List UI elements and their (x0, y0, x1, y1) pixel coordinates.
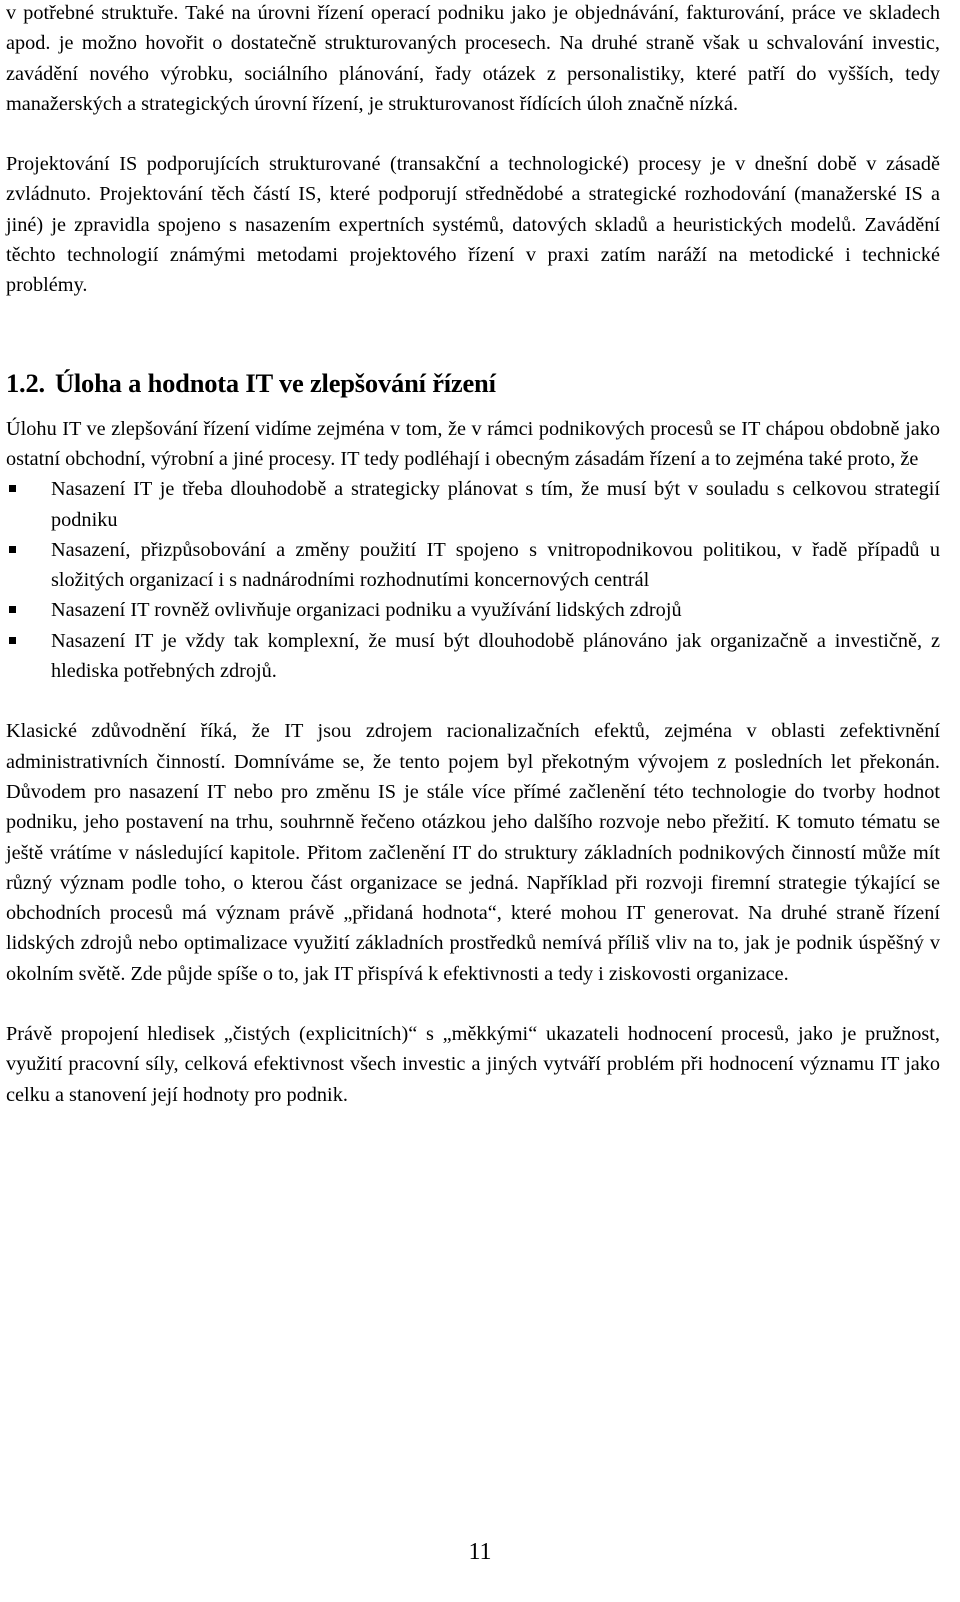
klasicke-paragraph: Klasické zdůvodnění říká, že IT jsou zdrojem racionalizačních efektů, zejména v oblasti zefektivnění administrativních činností. Domníváme se, že tento pojem byl překotným vývojem z posledních let překonán. Důvodem pro nasazení IT nebo pro změnu IS je stále více přímé začlenění této technologie do tvorby hodnot podniku, jeho postavení na trhu, souhrnně řečeno otázkou jeho dalšího rozvoje nebo přežití. K tomuto tématu se ještě vrátíme v následující kapitole. Přitom začlenění IT do struktury základních podnikových činností může mít různý význam podle toho, o kterou část organizace se jedná. Například při rozvoji firemní strategie týkající se obchodních procesů má význam právě „přidaná hodnota“, které mohou IT generovat. Na druhé straně řízení lidských zdrojů nebo optimalizace využití základních prostředků nemívá příliš vliv na to, jak je podnik úspěšný v okolním světě. Zde půjde spíše o to, jak IT přispívá k efektivnosti a tedy i ziskovosti organizace. (6, 720, 940, 985)
uloha-paragraph: Úlohu IT ve zlepšování řízení vidíme zejména v tom, že v rámci podnikových procesů se IT chápou obdobně jako ostatní obchodní, výrobní a jiné procesy. IT tedy podléhají i obecným zásadám řízení a to zejména také proto, že (6, 417, 940, 470)
section-title: Úloha a hodnota IT ve zlepšování řízení (54, 367, 496, 398)
bullet-text: Nasazení IT rovněž ovlivňuje organizaci podniku a využívání lidských zdrojů (51, 599, 682, 622)
bullet-item (6, 474, 940, 535)
square-bullet-icon (9, 546, 16, 553)
bullet-text: Nasazení IT je vždy tak komplexní, že musí být dlouhodobě plánováno jak organizačně a investičně, z hlediska potřebných zdrojů. (51, 629, 940, 683)
section-number: 1.2. (6, 367, 45, 398)
page-number: 11 (468, 1539, 492, 1565)
square-bullet-icon (9, 485, 16, 492)
bullet-item (6, 535, 940, 596)
intro-paragraph: v potřebné struktuře. Také na úrovni řízení operací podniku jako je objednávání, fakturování, práce ve skladech apod. je možno hovořit o dostatečně strukturovaných procesech. Na druhé straně však u schvalování investic, zavádění nového výrobku, sociálního plánování, řady otázek z personalistiky, které patří do vyšších, tedy manažerských a strategických úrovní řízení, je strukturovanost řídících úloh značně nízká. (6, 2, 940, 115)
square-bullet-icon (9, 637, 16, 644)
document-page (6, 0, 940, 1110)
bullet-item (6, 626, 940, 687)
prave-paragraph: Právě propojení hledisek „čistých (explicitních)“ s „měkkými“ ukazateli hodnocení procesů, jako je pružnost, využití pracovní síly, celková efektivnost všech investic a jiných vytváří problém při hodnocení významu IT jako celku a stanovení její hodnoty pro podnik. (6, 1023, 940, 1106)
bullet-text: Nasazení, přizpůsobování a změny použití IT spojeno s vnitropodnikovou politikou, v řadě případů u složitých organizací i s nadnárodními rozhodnutími koncernových centrál (51, 538, 940, 592)
bullet-item (6, 595, 940, 625)
square-bullet-icon (9, 606, 16, 613)
bullet-list (6, 474, 940, 686)
bullet-text: Nasazení IT je třeba dlouhodobě a strategicky plánovat s tím, že musí být v souladu s celkovou strategií podniku (51, 478, 940, 531)
section-heading (6, 367, 940, 400)
projektovani-paragraph: Projektování IS podporujících strukturované (transakční a technologické) procesy je v dnešní době v zásadě zvládnuto. Projektování těch částí IS, které podporují střednědobé a strategické rozhodování (manažerské IS a jiné) je zpravidla spojeno s nasazením expertních systémů, datových skladů a heuristických modelů. Zavádění těchto technologií známými metodami projektového řízení v praxi zatím naráží na metodické i technické problémy. (6, 153, 940, 297)
